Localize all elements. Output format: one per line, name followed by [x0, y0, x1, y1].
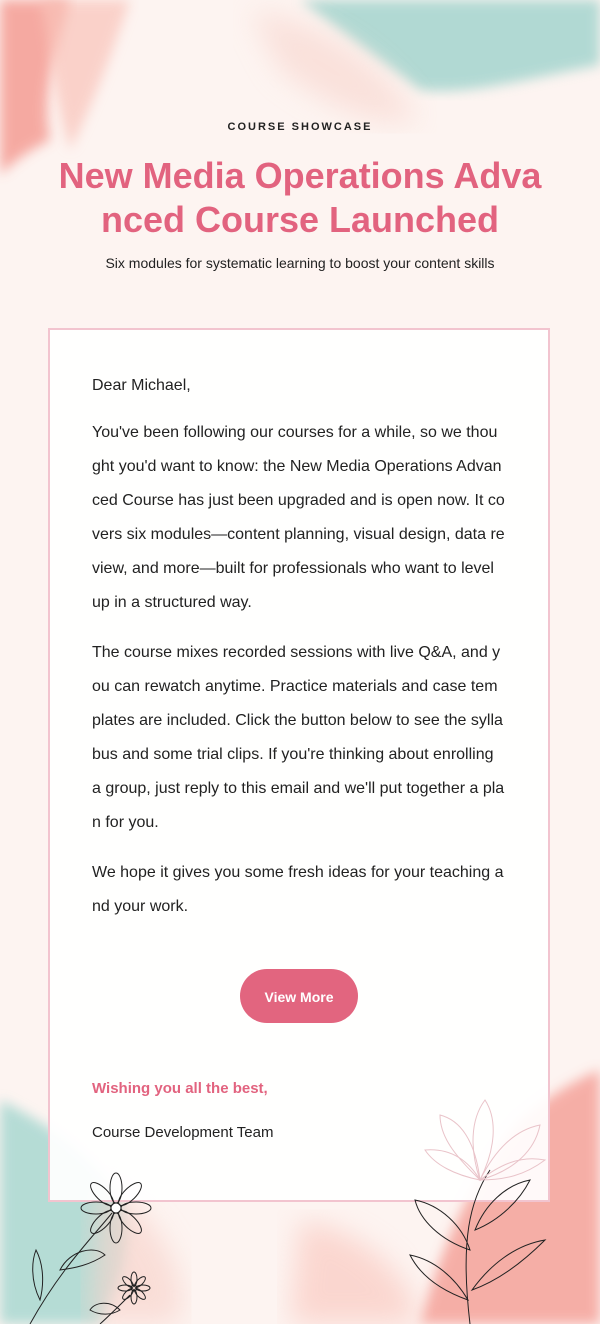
- page-subtitle: Six modules for systematic learning to boost your content skills: [105, 255, 495, 271]
- body-paragraph: You've been following our courses for a while, so we thought you'd want to know: the New Media Operations Advanced Course has just been upgraded and is open now. It covers six modules—content planning, visual design, data review, and more—built for professionals who want to level up in a structured way.: [92, 424, 505, 611]
- view-more-button[interactable]: View More: [240, 969, 358, 1023]
- page-title: New Media Operations Advanced Course Launched: [58, 155, 542, 240]
- body-paragraph: The course mixes recorded sessions with live Q&A, and you can rewatch anytime. Practice materials and case templates are included. Click the button below to see the syllabus and some trial clips. If you're thinking about enrolling a group, just reply to this email and we'll put together a plan for you.: [92, 644, 505, 831]
- greeting: Dear Michael,: [92, 377, 191, 394]
- cta-container: [92, 969, 506, 1023]
- body-paragraph: We hope it gives you some fresh ideas for your teaching and your work.: [92, 864, 504, 915]
- signature-team: Course Development Team: [92, 1124, 274, 1141]
- letter-card: [48, 328, 550, 1202]
- letter-body: [92, 372, 506, 1145]
- signoff: Wishing you all the best,: [92, 1080, 268, 1097]
- section-label: COURSE SHOWCASE: [227, 121, 373, 133]
